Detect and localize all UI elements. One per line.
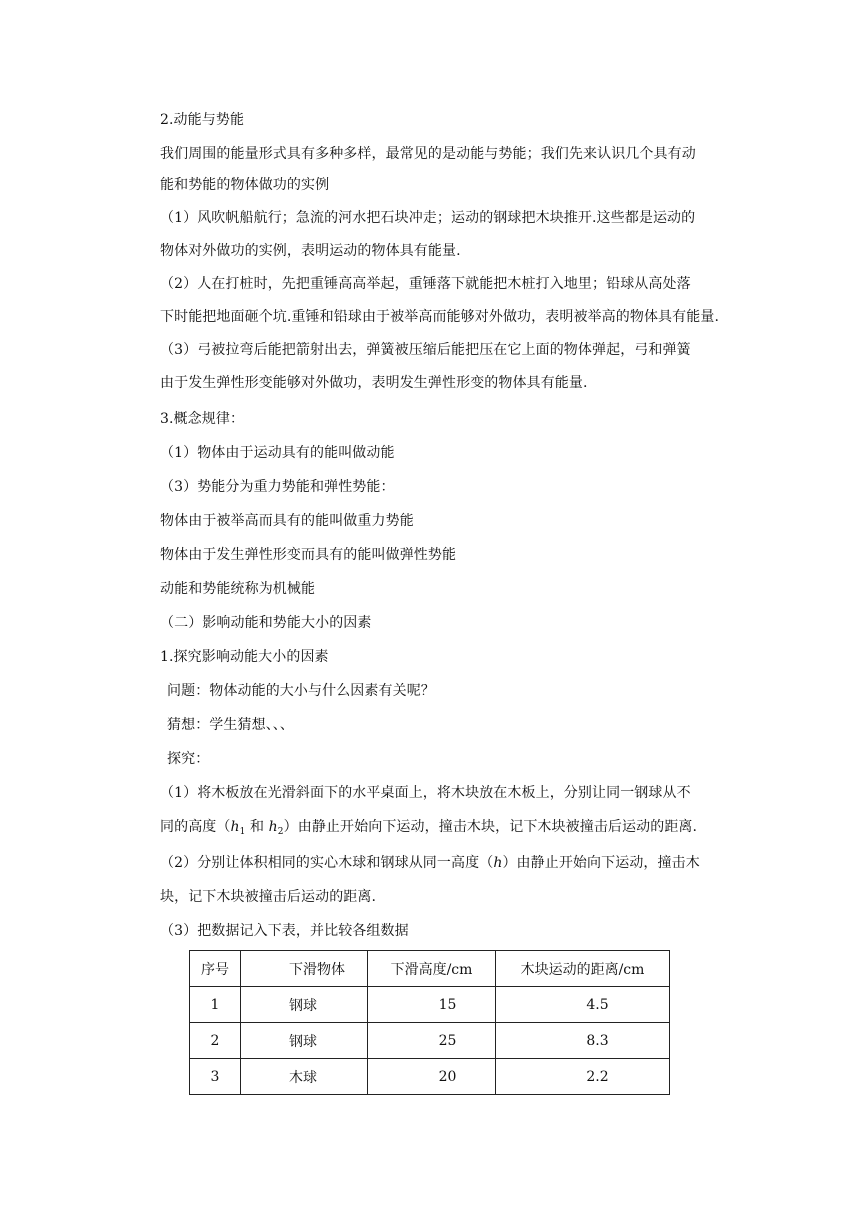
step-1-line-1: （1）将木板放在光滑斜面下的水平桌面上，将木块放在木板上，分别让同一钢球从不: [160, 785, 691, 801]
guess-line: 猜想：学生猜想、、、: [167, 717, 294, 733]
example-2-line-2: 下时能把地面砸个坑.重锤和铅球由于被举高而能够对外做功，表明被举高的物体具有能量.: [160, 309, 719, 325]
example-3-line-2: 由于发生弹性形变能够对外做功，表明发生弹性形变的物体具有能量.: [160, 375, 588, 391]
mechanical-energy-definition: 动能和势能统称为机械能: [160, 581, 316, 597]
concept-kinetic: （1）物体由于运动具有的能叫做动能: [160, 445, 395, 461]
step-3-line: （3）把数据记入下表，并比较各组数据: [160, 923, 409, 939]
header-cell: 序号: [190, 951, 241, 987]
table-row: [190, 1023, 670, 1059]
header-cell: 木块运动的距离/cm: [496, 951, 670, 987]
table-cell: 钢球: [241, 1023, 368, 1059]
table-cell: 4.5: [496, 987, 670, 1023]
step-2-line-1: （2）分别让体积相同的实心木球和钢球从同一高度（h）由静止开始向下运动，撞击木: [160, 855, 700, 871]
data-table: [189, 950, 670, 1095]
table-cell: 15: [368, 987, 496, 1023]
table-cell: 钢球: [241, 987, 368, 1023]
section-factors: （二）影响动能和势能大小的因素: [160, 615, 372, 631]
table-row: [190, 1059, 670, 1095]
header-cell: 下滑高度/cm: [368, 951, 496, 987]
example-3-line-1: （3）弓被拉弯后能把箭射出去，弹簧被压缩后能把压在它上面的物体弹起，弓和弹簧: [160, 342, 691, 358]
example-1-line-2: 物体对外做功的实例，表明运动的物体具有能量.: [160, 243, 461, 259]
table-row: [190, 987, 670, 1023]
explore-line: 探究：: [167, 751, 210, 767]
step-1-line-2: 同的高度（$h_1$ 和 $h_2$）由静止开始向下运动，撞击木块，记下木块被撞击后运动的距离.: [160, 819, 698, 837]
elastic-potential-definition: 物体由于发生弹性形变而具有的能叫做弹性势能: [160, 547, 457, 563]
table-cell: 木球: [241, 1059, 368, 1095]
example-1-line-1: （1）风吹帆船航行；急流的河水把石块冲走；运动的钢球把木块推开.这些都是运动的: [160, 210, 696, 226]
inquiry-title: 1.探究影响动能大小的因素: [160, 649, 329, 665]
table-cell: 3: [190, 1059, 241, 1095]
table-cell: 1: [190, 987, 241, 1023]
step-2-line-2: 块，记下木块被撞击后运动的距离.: [160, 889, 377, 905]
table-cell: 25: [368, 1023, 496, 1059]
heading-concepts: 3.概念规律：: [160, 411, 245, 427]
gravity-potential-definition: 物体由于被举高而具有的能叫做重力势能: [160, 513, 414, 529]
question-line: 问题：物体动能的大小与什么因素有关呢？: [167, 683, 435, 699]
table-header-row: [190, 951, 670, 987]
intro-line-2: 能和势能的物体做功的实例: [160, 177, 330, 193]
table-cell: 2: [190, 1023, 241, 1059]
table-cell: 8.3: [496, 1023, 670, 1059]
table-cell: 20: [368, 1059, 496, 1095]
concept-potential: （3）势能分为重力势能和弹性势能：: [160, 479, 395, 495]
heading-kinetic-potential: 2.动能与势能: [160, 112, 245, 128]
example-2-line-1: （2）人在打桩时，先把重锤高高举起，重锤落下就能把木桩打入地里；铅球从高处落: [160, 276, 691, 292]
intro-line-1: 我们周围的能量形式具有多种多样，最常见的是动能与势能；我们先来认识几个具有动: [160, 146, 696, 162]
header-cell: 下滑物体: [241, 951, 368, 987]
table-cell: 2.2: [496, 1059, 670, 1095]
